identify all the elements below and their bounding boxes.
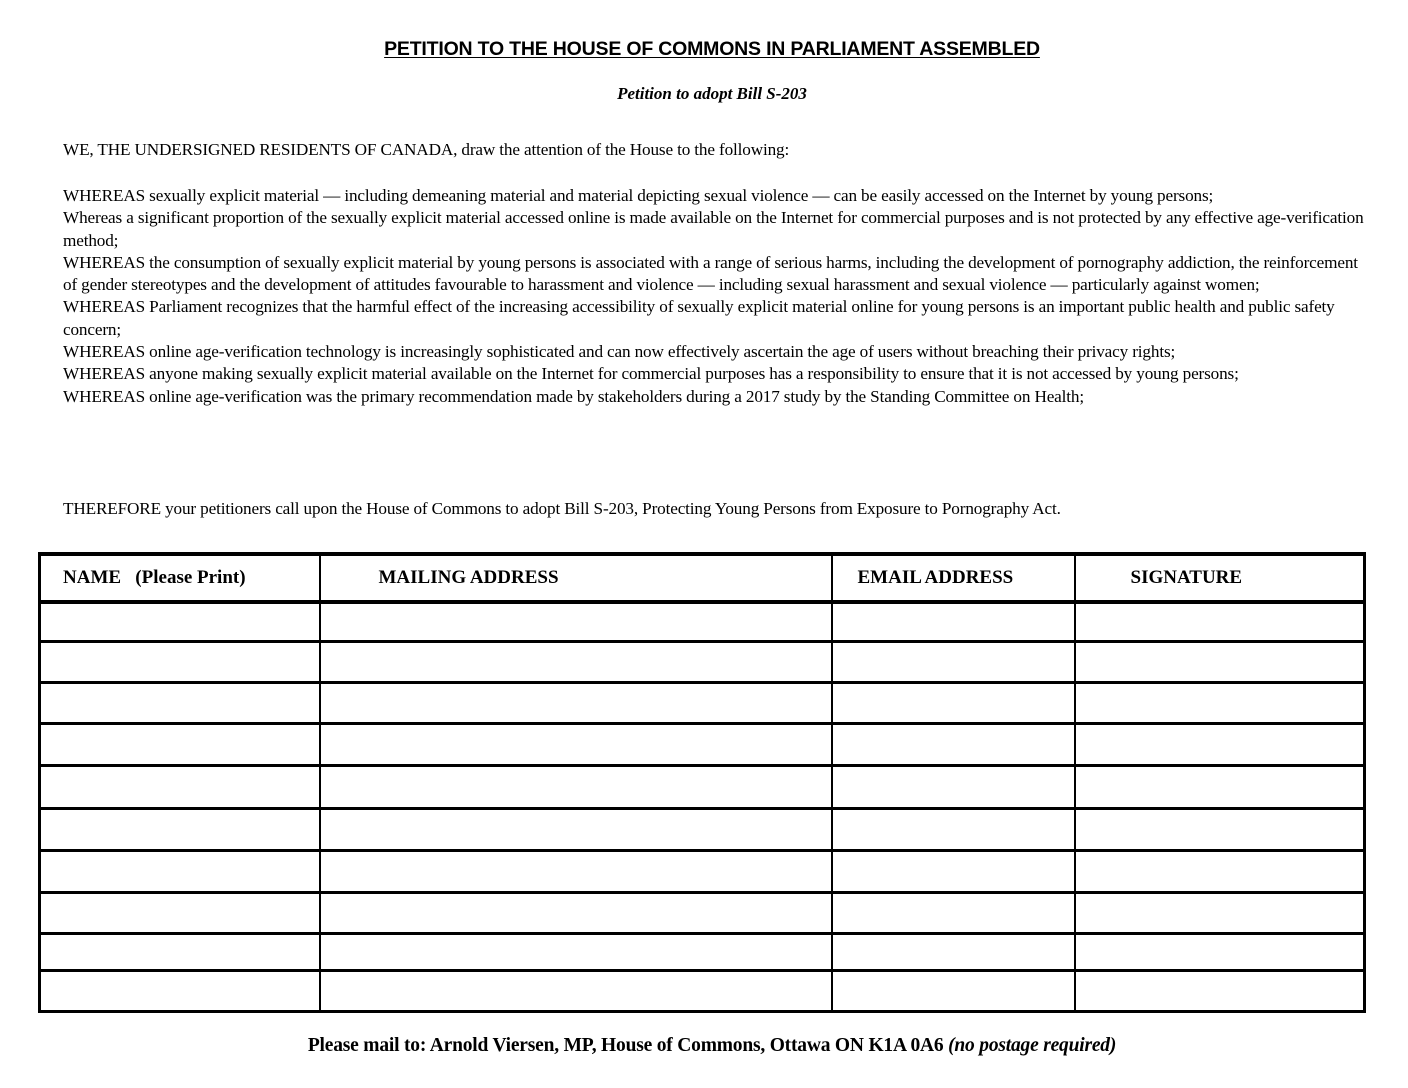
name-cell[interactable] <box>40 934 320 971</box>
signature-cell[interactable] <box>1075 642 1365 683</box>
table-row <box>40 893 1365 934</box>
table-header-row <box>40 554 1365 602</box>
email-address-cell[interactable] <box>832 642 1075 683</box>
mailing-address-cell[interactable] <box>320 642 832 683</box>
name-cell[interactable] <box>40 971 320 1012</box>
signature-cell[interactable] <box>1075 602 1365 642</box>
whereas-clause: WHEREAS anyone making sexually explicit material available on the Internet for commercial purposes has a responsibility to ensure that it is not accessed by young persons; <box>63 364 1239 384</box>
name-cell[interactable] <box>40 766 320 809</box>
email-address-cell[interactable] <box>832 851 1075 893</box>
mailing-address-cell[interactable] <box>320 766 832 809</box>
mailing-address-cell[interactable] <box>320 602 832 642</box>
table-row <box>40 602 1365 642</box>
signature-table <box>38 552 1366 1013</box>
whereas-clause: WHEREAS the consumption of sexually explicit material by young persons is associated with a range of serious harms, including the development of pornography addiction, the reinforcement of gender stereotypes and the development of attitudes favourable to harassment and violence — including sexual harassment and sexual violence — particularly against women; <box>63 252 1358 295</box>
mail-to-address: Please mail to: Arnold Viersen, MP, House of Commons, Ottawa ON K1A 0A6 <box>307 1035 949 1056</box>
whereas-clauses <box>63 185 1373 408</box>
whereas-clause: WHEREAS Parliament recognizes that the harmful effect of the increasing accessibility of sexually explicit material online for young persons is an important public health and public safety concern; <box>63 297 1335 339</box>
table-row <box>40 683 1365 724</box>
email-address-cell[interactable] <box>832 809 1075 851</box>
column-header-name: NAME (Please Print) <box>40 554 320 602</box>
table-row <box>40 809 1365 851</box>
column-header-mailing-address: MAILING ADDRESS <box>320 554 832 602</box>
whereas-clause: Whereas a significant proportion of the sexually explicit material accessed online is made available on the Internet for commercial purposes and is not protected by any effective age-verification method; <box>63 208 1364 250</box>
mailing-instructions <box>0 1035 1408 1057</box>
email-address-cell[interactable] <box>832 724 1075 766</box>
email-address-cell[interactable] <box>832 766 1075 809</box>
name-cell[interactable] <box>40 724 320 766</box>
mailing-address-cell[interactable] <box>320 893 832 934</box>
therefore-paragraph: THEREFORE your petitioners call upon the House of Commons to adopt Bill S-203, Protecting Young Persons from Exposure to Pornography Act. <box>63 499 1061 518</box>
email-address-cell[interactable] <box>832 934 1075 971</box>
email-address-cell[interactable] <box>832 602 1075 642</box>
signature-cell[interactable] <box>1075 971 1365 1012</box>
intro-paragraph: WE, THE UNDERSIGNED RESIDENTS OF CANADA, draw the attention of the House to the following: <box>63 140 790 159</box>
signature-cell[interactable] <box>1075 683 1365 724</box>
name-cell[interactable] <box>40 851 320 893</box>
email-address-cell[interactable] <box>832 683 1075 724</box>
email-address-cell[interactable] <box>832 893 1075 934</box>
column-header-signature: SIGNATURE <box>1075 554 1365 602</box>
signature-cell[interactable] <box>1075 766 1365 809</box>
mailing-address-cell[interactable] <box>320 724 832 766</box>
name-cell[interactable] <box>40 893 320 934</box>
whereas-clause: WHEREAS sexually explicit material — including demeaning material and material depicting sexual violence — can be easily accessed on the Internet by young persons; <box>63 186 1214 205</box>
signature-cell[interactable] <box>1075 851 1365 893</box>
petition-subtitle: Petition to adopt Bill S-203 <box>617 84 807 103</box>
column-header-email-address: EMAIL ADDRESS <box>832 554 1075 602</box>
name-cell[interactable] <box>40 683 320 724</box>
mailing-address-cell[interactable] <box>320 809 832 851</box>
signature-cell[interactable] <box>1075 809 1365 851</box>
postage-note: (no postage required) <box>948 1035 1117 1056</box>
mailing-address-cell[interactable] <box>320 683 832 724</box>
signature-cell[interactable] <box>1075 934 1365 971</box>
mailing-address-cell[interactable] <box>320 971 832 1012</box>
name-cell[interactable] <box>40 809 320 851</box>
mailing-address-cell[interactable] <box>320 851 832 893</box>
table-row <box>40 971 1365 1012</box>
email-address-cell[interactable] <box>832 971 1075 1012</box>
signature-cell[interactable] <box>1075 893 1365 934</box>
table-row <box>40 766 1365 809</box>
name-cell[interactable] <box>40 602 320 642</box>
whereas-clause: WHEREAS online age-verification was the primary recommendation made by stakeholders during a 2017 study by the Standing Committee on Health; <box>63 386 1084 406</box>
signature-cell[interactable] <box>1075 724 1365 766</box>
table-row <box>40 934 1365 971</box>
whereas-clause: WHEREAS online age-verification technology is increasingly sophisticated and can now effectively ascertain the age of users without breaching their privacy rights; <box>63 342 1176 362</box>
petition-title: PETITION TO THE HOUSE OF COMMONS IN PARLIAMENT ASSEMBLED <box>384 38 1040 60</box>
table-row <box>40 851 1365 893</box>
mailing-address-cell[interactable] <box>320 934 832 971</box>
name-cell[interactable] <box>40 642 320 683</box>
table-row <box>40 642 1365 683</box>
table-row <box>40 724 1365 766</box>
